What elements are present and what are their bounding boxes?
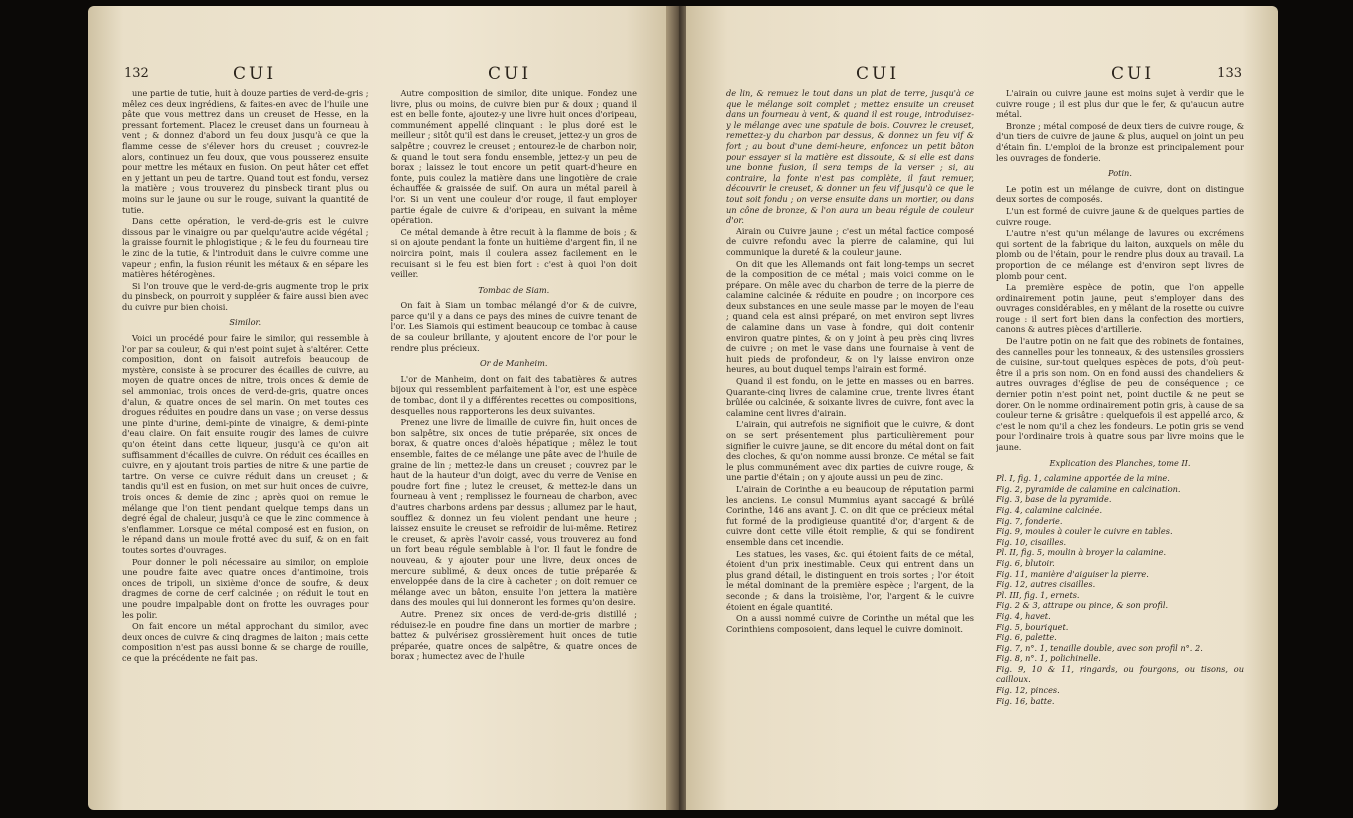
paragraph: Airain ou Cuivre jaune ; c'est un métal factice composé de cuivre refondu avec la pierre de calamine, qui lui communique la dureté & la couleur jaune. xyxy=(726,225,974,257)
paragraph: L'airain de Corinthe a eu beaucoup de réputation parmi les anciens. Le consul Mummius ayant saccagé & brûlé Corinthe, 146 ans avant J. C. on dit que ce précieux métal fut formé de la prodigieuse quantité d'or, d'argent & de cuivre dont cette ville étoit remplie, & qui se fondirent ensemble dans cet incendie. xyxy=(726,483,974,547)
paragraph: On fait encore un métal approchant du similor, avec deux onces de cuivre & cinq dragmes de laiton ; mais cette composition n'est pas aussi bonne & se charge de rouille, ce que la précédente ne fait pas. xyxy=(122,621,369,663)
paragraph: Pl. I, fig. 1, calamine apportée de la mine. xyxy=(996,473,1170,484)
paragraph: Autre. Prenez six onces de verd-de-gris distillé ; réduisez-le en poudre fine dans un mortier de marbre ; battez & pulvérisez grossièrement huit onces de tutie préparée, quatre onces de salpêtre, & quatre onces de borax ; humectez avec de l'huile xyxy=(390,608,637,662)
paragraph: de lin, & remuez le tout dans un plat de terre, jusqu'à ce que le mélange soit complet ; mettez ensuite un creuset dans un fourneau à vent, & quand il est rouge, introduisez-y le mélange avec une spatule de bois. Couvrez le creuset, remettez-y du charbon par dessus, & donnez un feu vif & fort ; au bout d'une demi-heure, enfoncez un petit bâton pour essayer si la matière est dissoute, & si elle est dans une bonne fusion, il sera temps de la verser ; si, au contraire, la fonte n'est pas complète, il faut remuer, découvrir le creuset, & donner un feu vif jusqu'à ce que le tout soit fondu ; on verse ensuite dans un mortier, ou dans un cône de bronze, & l'on aura un beau régule de couleur d'or. xyxy=(726,88,974,226)
running-head: CUI xyxy=(1111,64,1155,84)
paragraph: Fig. 8, n°. 1, polichinelle. xyxy=(996,653,1101,664)
paragraph: Voici un procédé pour faire le similor, qui ressemble à l'or par sa couleur, & qui n'est point sujet à s'altérer. Cette composition, dont on faisoit autrefois beaucoup de mystère, consiste à se procurer des écailles de cuivre, au moyen de quatre onces de nitre, trois onces & demie de sel ammoniac, trois onces de verd-de-gris, quatre onces d'alun, & quatre onces de sel marin. On met toutes ces drogues réduites en poudre dans un vase ; on verse dessus une pinte d'urine, demi-pinte de vinaigre, & demi-pinte d'eau claire. On fait ensuite rougir des lames de cuivre qu'on éteint dans cette liqueur, jusqu'à ce qu'on ait suffisamment d'écailles de cuivre. On réduit ces écailles en cuivre, en y ajoutant trois parties de nitre & une partie de tartre. On verse ce cuivre réduit dans un creuset ; & tandis qu'il est en fusion, on met sur huit onces de cuivre, trois onces & demie de zinc ; après quoi on remue le mélange que l'on tient pendant quelque temps dans un degré égal de chaleur, jusqu'à ce que le zinc commence à s'enflammer. Lorsque ce métal composé est en fusion, on le répand dans un moule frotté avec du suif, & on en fait toutes sortes d'ouvrages. xyxy=(122,333,369,555)
paragraph: Fig. 3, base de la pyramide. xyxy=(996,494,1112,505)
paragraph: Quand il est fondu, on le jette en masses ou en barres. Quarante-cinq livres de calamine crue, trente livres étant brûlée ou calcinée, & soixante livres de cuivre, font avec la calamine cent livres d'airain. xyxy=(726,376,974,418)
paragraph: Fig. 11, manière d'aiguiser la pierre. xyxy=(996,568,1149,579)
paragraph: Fig. 4, havet. xyxy=(996,610,1051,621)
paragraph: L'airain ou cuivre jaune est moins sujet à verdir que le cuivre rouge ; il est plus dur que le fer, & qu'aucun autre métal. xyxy=(996,88,1244,120)
paragraph: Prenez une livre de limaille de cuivre fin, huit onces de bon salpêtre, six onces de tutie préparée, six onces de borax, & quatre onces d'aloès hépatique ; mêlez le tout ensemble, faites de ce mélange une pâte avec de l'huile de graine de lin ; mettez-le dans un creuset ; couvrez par le haut de la hauteur d'un doigt, avec du verre de Venise en poudre fort fine ; lutez le creuset, & mettez-le dans un fourneau à vent ; remplissez le fourneau de charbon, avec d'autres charbons ardens par dessus ; allumez par le haut, soufflez & donnez un feu violent pendant une heure ; laissez ensuite le creuset se refroidir de lui-même. Retirez le creuset, & après l'avoir cassé, vous trouverez au fond un fort beau régule semblable à l'or. Il faut le fondre de nouveau, & y ajouter pour une livre, deux onces de mercure sublimé, & deux onces de tutie préparée & enveloppée dans de la cire à cacheter ; on doit remuer ce mélange avec un bâton, ensuite l'on jettera la matière dans des moules qui lui donneront les formes qu'on desire. xyxy=(390,417,637,608)
page-number: 133 xyxy=(1217,66,1242,81)
running-head: CUI xyxy=(233,64,277,84)
paragraph: Fig. 7, fonderie. xyxy=(996,515,1063,526)
right-page-header xyxy=(686,64,1278,86)
paragraph: Dans cette opération, le verd-de-gris est le cuivre dissous par le vinaigre ou par quelqu'autre acide végétal ; la graisse fournit le phlogistique ; & le feu du fourneau tire le zinc de la tutie, & l'introduit dans le cuivre comme une vapeur ; enfin, la fusion réunit les métaux & en sépare les matières hétérogènes. xyxy=(122,216,369,280)
paragraph: De l'autre potin on ne fait que des robinets de fontaines, des cannelles pour les tonneaux, & des ustensiles grossiers de cuisine, sur-tout quelques espèces de pots, d'où peut-être il a pris son nom. On en fond aussi des chandeliers & autres ouvrages d'église de peu de conséquence ; ce dernier potin n'est point net, point ductile & ne peut se dorer. On le nomme ordinairement potin gris, à cause de sa couleur terne & grisâtre : quelquefois il est appellé arco, & c'est le nom qu'il a chez les fondeurs. Le potin gris se vend pour l'ordinaire trois à quatre sous par livre moins que le jaune. xyxy=(996,336,1244,452)
paragraph: Fig. 2, pyramide de calamine en calcination. xyxy=(996,483,1181,494)
page-number: 132 xyxy=(124,66,149,81)
paragraph: La première espèce de potin, que l'on appelle ordinairement potin jaune, peut s'employer dans des ouvrages considérables, en y mêlant de la rosette ou cuivre rouge : il sert fort bien dans la confection des mortiers, canons & autres pièces d'artillerie. xyxy=(996,282,1244,335)
left-page-header xyxy=(88,64,673,86)
paragraph: Si l'on trouve que le verd-de-gris augmente trop le prix du pinsbeck, on pourroit y suppléer & faire aussi bien avec du cuivre pur bien choisi. xyxy=(122,280,369,312)
paragraph: Fig. 2 & 3, attrape ou pince, & son profil. xyxy=(996,600,1169,611)
running-head: CUI xyxy=(856,64,900,84)
paragraph: Fig. 6, palette. xyxy=(996,632,1057,643)
paragraph: Les statues, les vases, &c. qui étoient faits de ce métal, étoient d'un prix inestimable. Ceux qui entrent dans un plus grand détail, le distinguent en trois sortes ; l'or étoit le métal dominant de la première espèce ; l'argent, de la seconde ; & dans la troisième, l'or, l'argent & le cuivre étoient en égale quantité. xyxy=(726,548,974,612)
paragraph: L'un est formé de cuivre jaune & de quelques parties de cuivre rouge. xyxy=(996,205,1244,227)
paragraph: On a aussi nommé cuivre de Corinthe un métal que les Corinthiens composoient, dans lequel le cuivre dominoit. xyxy=(726,613,974,634)
section-heading: Explication des Planches, tome II. xyxy=(1049,457,1191,468)
paragraph: Fig. 10, cisailles. xyxy=(996,536,1067,547)
paragraph: L'or de Manheim, dont on fait des tabatières & autres bijoux qui ressemblent parfaitement à l'or, est une espèce de tombac, dont il y a différentes recettes ou compositions, desquelles nous rapporterons les deux suivantes. xyxy=(390,373,637,416)
paragraph: Autre composition de similor, dite unique. Fondez une livre, plus ou moins, de cuivre bien pur & doux ; quand il est en belle fonte, ajoutez-y une livre huit onces d'oripeau, communément appellé clinquant : le plus doré est le meilleur ; sitôt qu'il est dans le creuset, jettez-y un gros de salpêtre ; couvrez le creuset ; entourez-le de charbon noir, & quand le tout sera fondu ensemble, jettez-y un peu de borax ; laissez le tout encore un petit quart-d'heure en fonte, puis coulez la matière dans une lingotière de craie échauffée & graissée de suif. On aura un métal pareil à l'or. Si un vent une couleur d'or rouge, il faut employer partie égale de cuivre & d'oripeau, en suivant la même opération. xyxy=(390,88,637,226)
paragraph: Fig. 5, bouriquet. xyxy=(996,621,1069,632)
paragraph: Le potin est un mélange de cuivre, dont on distingue deux sortes de composés. xyxy=(996,183,1244,205)
text-column xyxy=(726,88,974,790)
paragraph: Fig. 6, blutoir. xyxy=(996,557,1055,568)
right-page xyxy=(686,6,1278,810)
open-book xyxy=(88,6,1278,810)
paragraph: On dit que les Allemands ont fait long-temps un secret de la composition de ce métal ; mais voici comme on le prépare. On mêle avec du charbon de terre de la pierre de calamine calcinée & réduite en poudre ; on incorpore ces deux substances en une seule masse par le moyen de l'eau ; quand cela est ainsi préparé, on met environ sept livres de calamine dans un vase à fondre, qui doit contenir environ quatre pintes, & on y joint à peu près cinq livres de cuivre ; on met le vase dans une fournaise à vent de huit pieds de profondeur, & on l'y laisse environ onze heures, au bout duquel temps l'airain est formé. xyxy=(726,258,974,375)
section-heading: Potin. xyxy=(1108,168,1132,179)
paragraph: Fig. 7, n°. 1, tenaille double, avec son profil n°. 2. xyxy=(996,642,1203,653)
paragraph: Pour donner le poli nécessaire au similor, on emploie une poudre faite avec quatre onces d'antimoine, trois onces de tripoli, un sixième d'once de soufre, & deux dragmes de corne de cerf calcinée ; on réduit le tout en une poudre impalpable dont on frotte les ouvrages pour les polir. xyxy=(122,556,369,620)
paragraph: On fait à Siam un tombac mélangé d'or & de cuivre, parce qu'il y a dans ce pays des mines de cuivre tenant de l'or. Les Siamois qui estiment beaucoup ce tombac à cause de sa couleur brillante, y ajoutent encore de l'or pour le rendre plus précieux. xyxy=(390,300,637,353)
section-heading: Similor. xyxy=(229,317,262,328)
paragraph: Fig. 16, batte. xyxy=(996,695,1055,706)
paragraph: une partie de tutie, huit à douze parties de verd-de-gris ; mêlez ces deux ingrédiens, & faites-en avec de l'huile une pâte que vous mettrez dans un creuset de Hesse, en la pressant fortement. Placez le creuset dans un fourneau à vent ; & donnez d'abord un feu doux jusqu'à ce que la flamme cesse de s'élever hors du creuset ; couvrez-le alors, continuez un feu doux, que vous pousserez ensuite pour mettre les métaux en fusion. On peut hâter cet effet en y jettant un peu de tartre. Quand tout est fondu, versez la matière ; vous trouverez du pinsbeck tirant plus ou moins sur le jaune ou sur le rouge, suivant la quantité de tutie. xyxy=(122,88,369,215)
text-column xyxy=(391,88,638,790)
paragraph: L'airain, qui autrefois ne signifioit que le cuivre, & dont on se sert présentement plus particulièrement pour signifier le cuivre jaune, se dit encore du métal dont on fait des cloches, & qu'on nomme aussi bronze. Ce métal se fait le plus communément avec dix parties de cuivre rouge, & une partie d'étain ; on y ajoute aussi un peu de zinc. xyxy=(726,419,974,483)
paragraph: Pl. III, fig. 1, ernets. xyxy=(996,589,1080,600)
paragraph: Ce métal demande à être recuit à la flamme de bois ; & si on ajoute pendant la fonte un huitième d'argent fin, il ne noircira point, mais il coulera assez facilement en le recuisant si le feu est bien fort : c'est à quoi l'on doit veiller. xyxy=(390,226,637,280)
paragraph: Fig. 9, moules à couler le cuivre en tables. xyxy=(996,526,1173,537)
text-column xyxy=(122,88,369,790)
paragraph: Fig. 12, autres cisailles. xyxy=(996,579,1096,590)
paragraph: Fig. 9, 10 & 11, ringards, ou fourgons, ou tisons, ou cailloux. xyxy=(996,663,1244,685)
paragraph: Fig. 12, pinces. xyxy=(996,685,1060,696)
text-column xyxy=(996,88,1244,790)
running-head: CUI xyxy=(488,64,532,84)
paragraph: Pl. II, fig. 5, moulin à broyer la calamine. xyxy=(996,547,1167,558)
section-heading: Or de Manheim. xyxy=(479,358,548,369)
left-page xyxy=(88,6,673,810)
paragraph: L'autre n'est qu'un mélange de lavures ou excrémens qui sortent de la fabrique du laiton, auxquels on mêle du plomb ou de l'étain, pour le rendre plus doux au travail. La proportion de ce mélange est d'environ sept livres de plomb pour cent. xyxy=(996,228,1244,281)
paragraph: Bronze ; métal composé de deux tiers de cuivre rouge, & d'un tiers de cuivre de jaune & plus, auquel on joint un peu d'étain fin. L'emploi de la bronze est principalement pour les ouvrages de fonderie. xyxy=(996,120,1244,163)
section-heading: Tombac de Siam. xyxy=(478,284,550,295)
paragraph: Fig. 4, calamine calcinée. xyxy=(996,504,1103,515)
